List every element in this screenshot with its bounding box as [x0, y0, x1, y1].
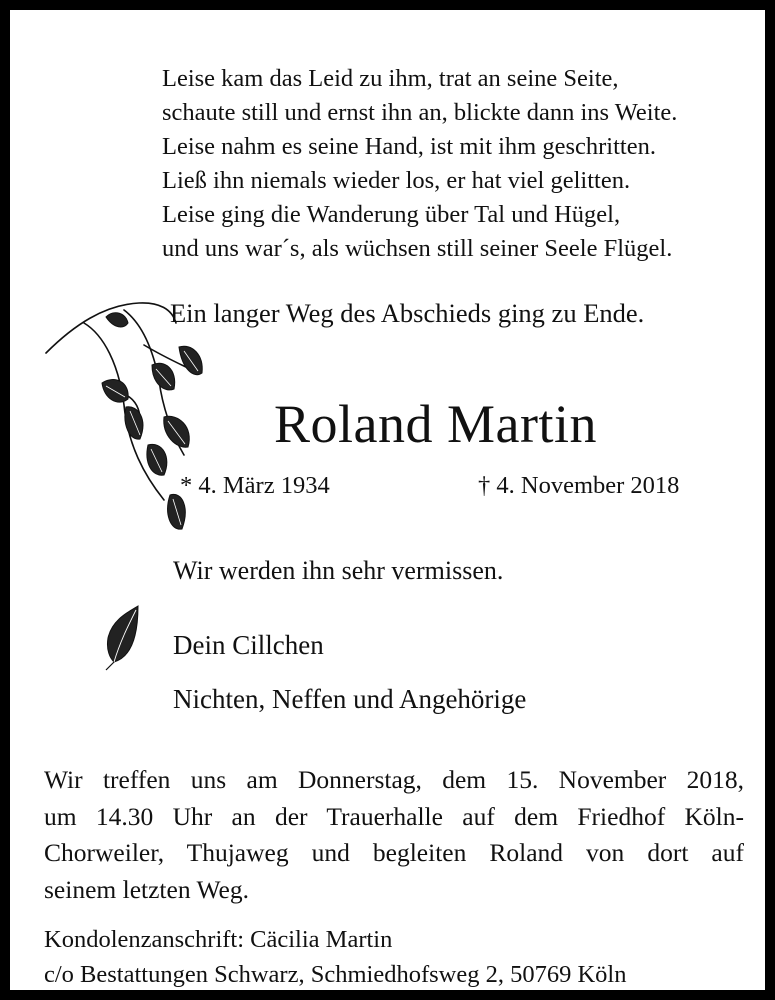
- condolence-address: [44, 922, 626, 992]
- condolence-line: c/o Bestattungen Schwarz, Schmiedhofsweg 2, 50769 Köln: [44, 961, 627, 988]
- leaf-icon: [98, 602, 142, 672]
- birth-date: * 4. März 1934: [180, 472, 330, 499]
- poem-line: Ließ ihn niemals wieder los, er hat viel gelitten.: [162, 167, 631, 194]
- poem-line: Leise nahm es seine Hand, ist mit ihm geschritten.: [162, 133, 656, 160]
- farewell-line: Ein langer Weg des Abschieds ging zu Ende.: [170, 298, 645, 328]
- funeral-info-line: Wir treffen uns am Donnerstag, dem 15. November 2018,: [44, 765, 744, 794]
- birch-branch-icon: [44, 295, 214, 540]
- funeral-info-line: seinem letzten Weg.: [44, 874, 249, 904]
- poem-line: Leise kam das Leid zu ihm, trat an seine Seite,: [162, 65, 619, 92]
- deceased-name: Roland Martin: [274, 394, 597, 454]
- poem-line: und uns war´s, als wüchsen still seiner Seele Flügel.: [162, 235, 673, 262]
- poem-line: schaute still und ernst ihn an, blickte dann ins Weite.: [162, 99, 678, 126]
- funeral-info-line: um 14.30 Uhr an der Trauerhalle auf dem Friedhof Köln-: [44, 801, 744, 831]
- death-date: † 4. November 2018: [478, 472, 680, 499]
- condolence-line: Kondolenzanschrift: Cäcilia Martin: [44, 926, 393, 953]
- funeral-info: [44, 762, 744, 908]
- message: Wir werden ihn sehr vermissen.: [173, 556, 504, 585]
- signature-relatives: Nichten, Neffen und Angehörige: [173, 684, 527, 714]
- funeral-info-line: Chorweiler, Thujaweg und begleiten Roland von dort auf: [44, 838, 744, 867]
- poem-line: Leise ging die Wanderung über Tal und Hügel,: [162, 201, 621, 228]
- signature-name: Dein Cillchen: [173, 630, 324, 660]
- poem: [162, 62, 677, 266]
